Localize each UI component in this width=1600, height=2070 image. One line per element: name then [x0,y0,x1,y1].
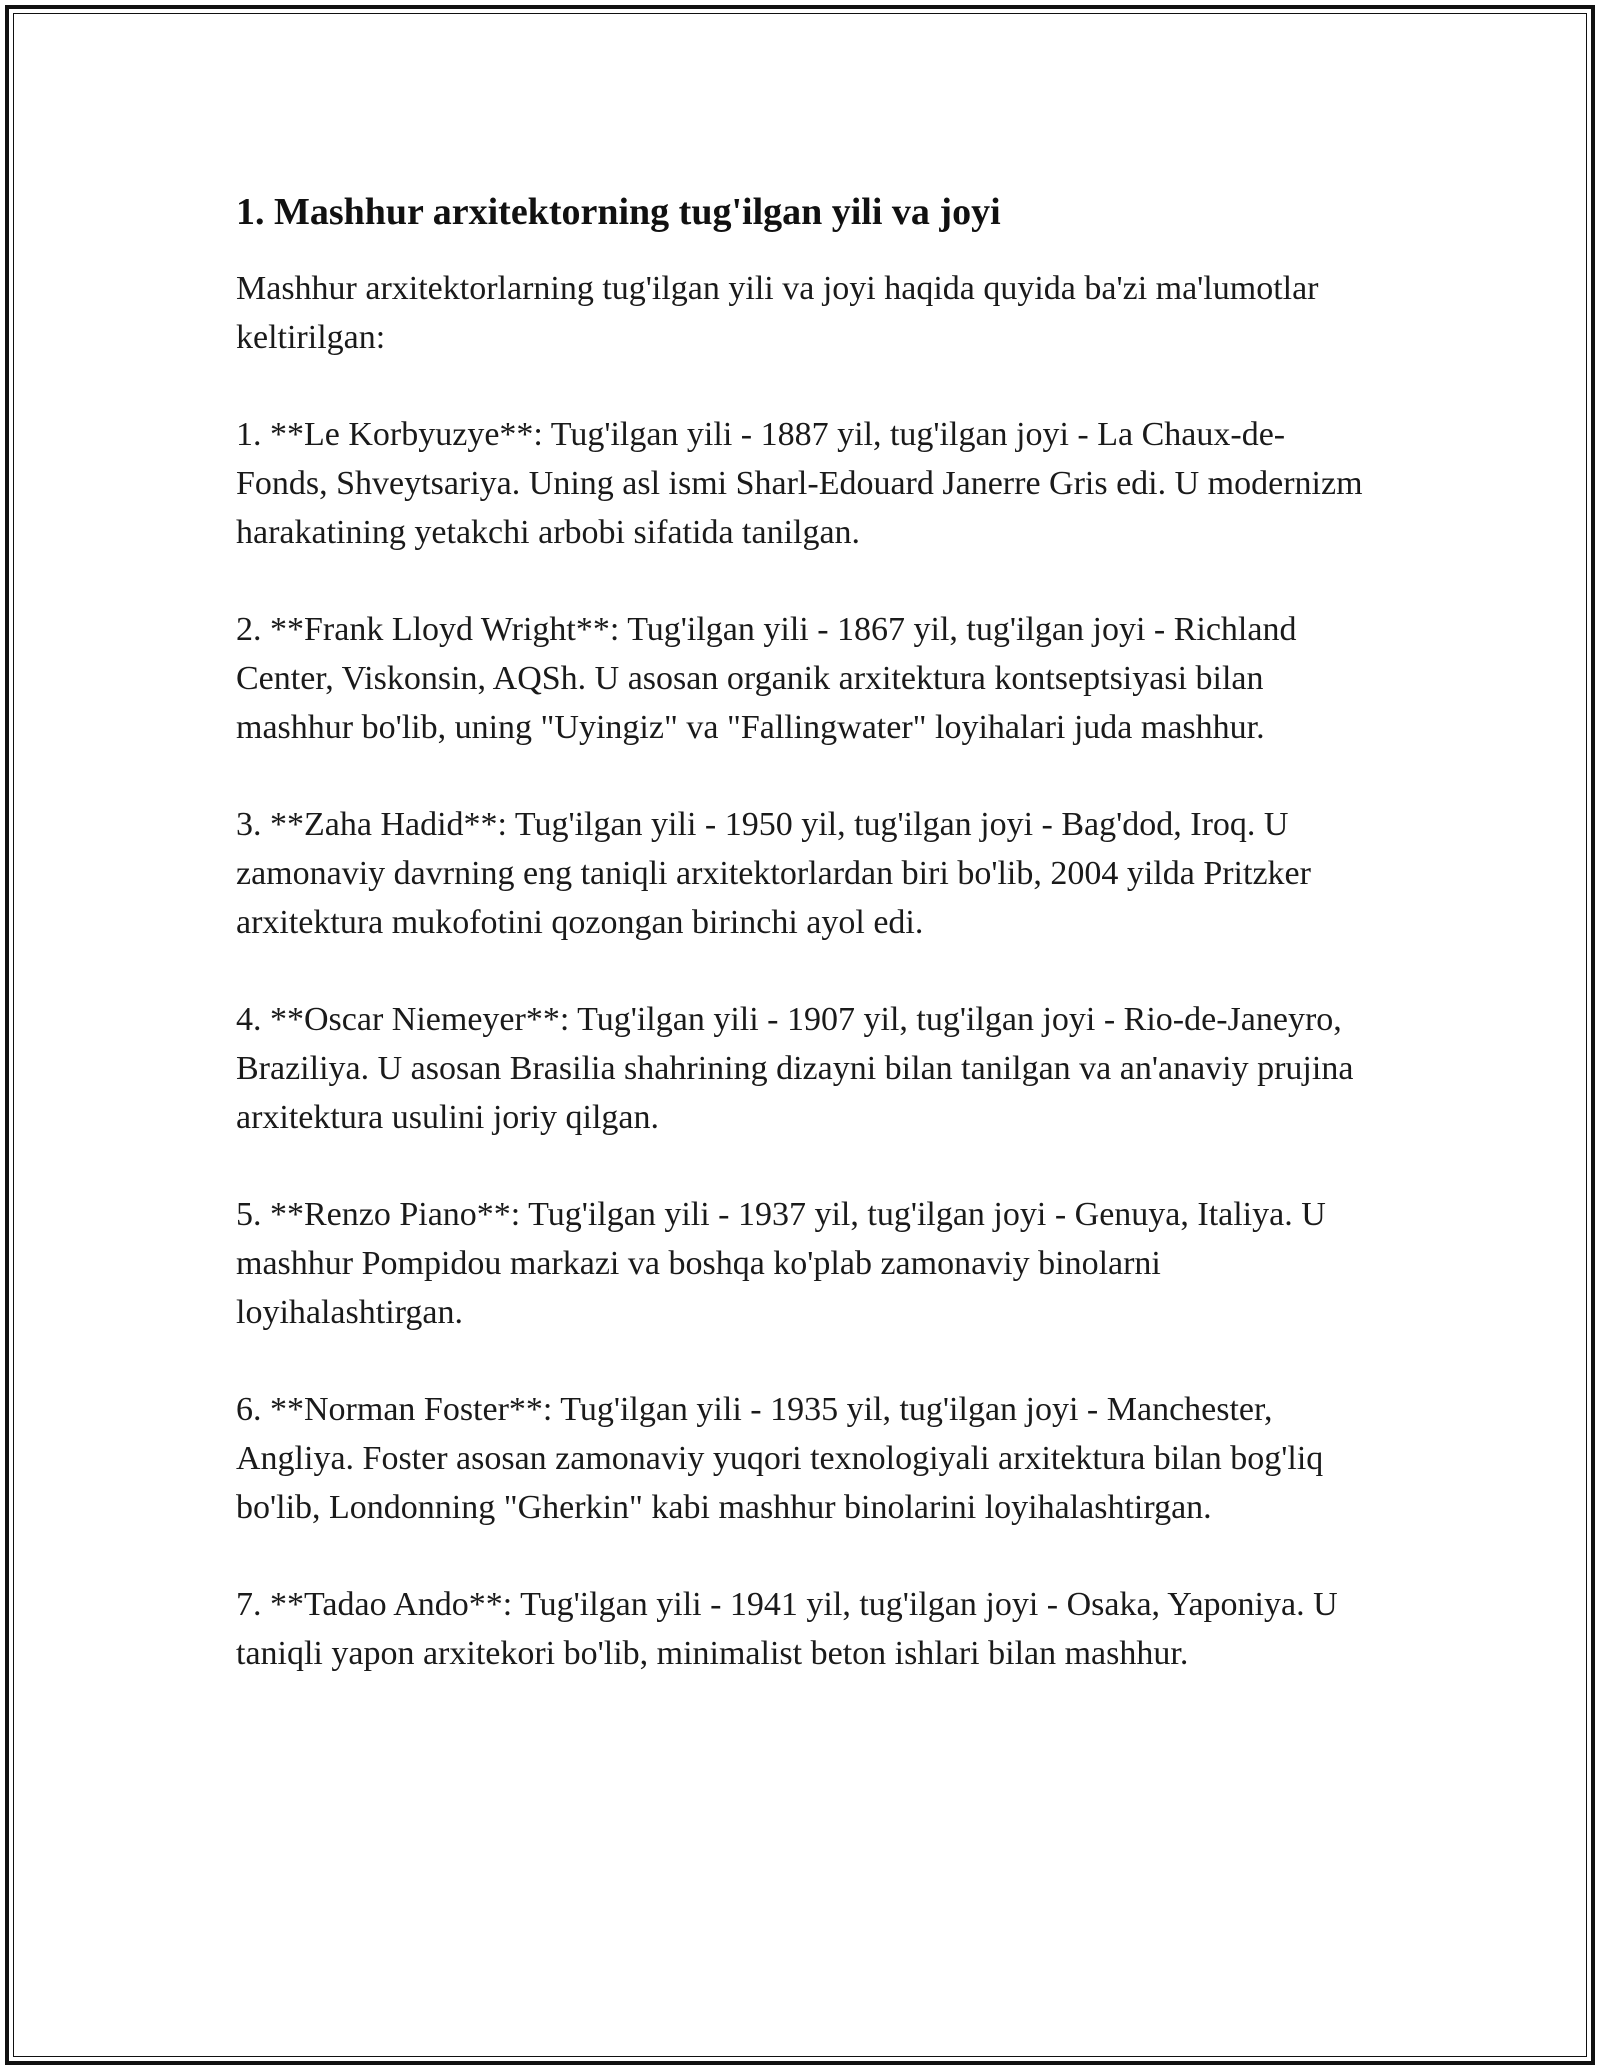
architect-entry-le-korbyuzye: 1. **Le Korbyuzye**: Tug'ilgan yili - 1887 yil, tug'ilgan joyi - La Chaux-de-Fonds, Shveytsariya. Uning asl ismi Sharl-Edouard Janerre Gris edi. U modernizm harakatining yetakchi arbobi sifatida tanilgan. [236,416,1363,551]
architect-entry-zaha-hadid: 3. **Zaha Hadid**: Tug'ilgan yili - 1950 yil, tug'ilgan joyi - Bag'dod, Iroq. U zamonaviy davrning eng taniqli arxitektorlardan biri bo'lib, 2004 yilda Pritzker arxitektura mukofotini qozongan birinchi ayol edi. [236,806,1311,941]
architect-list [236,410,1376,1678]
architect-entry-norman-foster: 6. **Norman Foster**: Tug'ilgan yili - 1935 yil, tug'ilgan joyi - Manchester, Angliya. Foster asosan zamonaviy yuqori texnologiyali arxitektura bilan bog'liq bo'lib, Londonning "Gherkin" kabi mashhur binolarini loyihalashtirgan. [236,1391,1324,1526]
intro-paragraph: Mashhur arxitektorlarning tug'ilgan yili va joyi haqida quyida ba'zi ma'lumotlar keltirilgan: [236,270,1319,356]
architect-entry-renzo-piano: 5. **Renzo Piano**: Tug'ilgan yili - 1937 yil, tug'ilgan joyi - Genuya, Italiya. U mashhur Pompidou markazi va boshqa ko'plab zamonaviy binolarni loyihalashtirgan. [236,1196,1326,1331]
architect-entry-tadao-ando: 7. **Tadao Ando**: Tug'ilgan yili - 1941 yil, tug'ilgan joyi - Osaka, Yaponiya. U taniqli yapon arxitekori bo'lib, minimalist beton ishlari bilan mashhur. [236,1586,1338,1672]
architect-entry-frank-lloyd-wright: 2. **Frank Lloyd Wright**: Tug'ilgan yili - 1867 yil, tug'ilgan joyi - Richland Center, Viskonsin, AQSh. U asosan organik arxitektura kontseptsiyasi bilan mashhur bo'lib, uning "Uyingiz" va "Fallingwater" loyihalari juda mashhur. [236,611,1297,746]
document-title: 1. Mashhur arxitektorning tug'ilgan yili va joyi [236,191,1001,233]
architect-entry-oscar-niemeyer: 4. **Oscar Niemeyer**: Tug'ilgan yili - 1907 yil, tug'ilgan joyi - Rio-de-Janeyro, Braziliya. U asosan Brasilia shahrining dizayni bilan tanilgan va an'anaviy prujina arxitektura usulini joriy qilgan. [236,1001,1354,1136]
document-body [236,188,1376,1726]
